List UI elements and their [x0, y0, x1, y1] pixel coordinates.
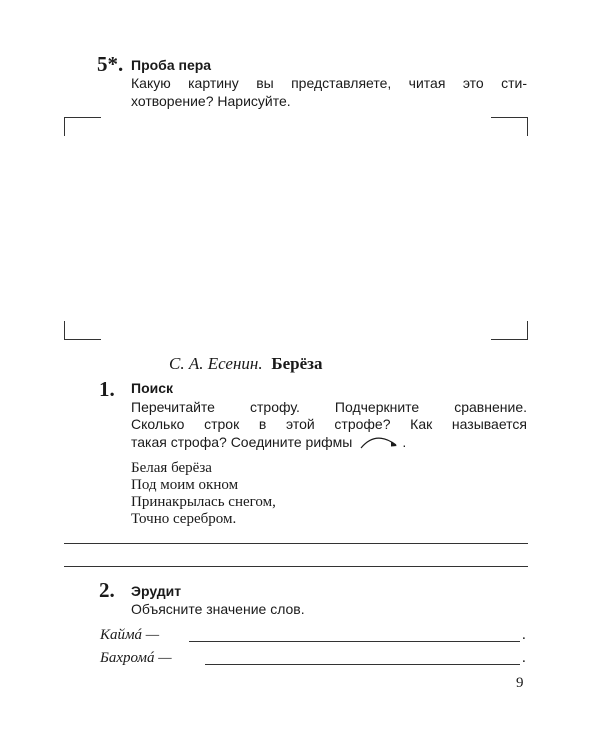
- frame-corner-top-right: [491, 117, 528, 136]
- poem-line: Точно серебром.: [131, 511, 237, 527]
- task-1-number: 1.: [99, 377, 115, 401]
- task-2-number: 2.: [99, 578, 115, 602]
- task-1-text-line-3-end: .: [402, 434, 407, 450]
- frame-corner-bottom-left: [64, 321, 101, 340]
- vocab-line-1-end: .: [522, 627, 526, 643]
- task-1-text-line-1: Перечитайте строфу. Подчеркните сравнение.: [131, 399, 527, 415]
- task-5-number: 5*.: [97, 52, 124, 76]
- rhyme-arc-icon: [358, 433, 402, 451]
- task-1-text-line-3: [131, 433, 406, 451]
- vocab-answer-line-1[interactable]: [189, 641, 520, 642]
- vocab-word-2: Бахромá —: [100, 650, 172, 666]
- frame-corner-bottom-right: [491, 321, 528, 340]
- poem-title: Берёза: [271, 354, 323, 373]
- page-number: 9: [516, 675, 524, 691]
- vocab-word-1: Каймá —: [100, 627, 160, 643]
- task-5-title: Проба пера: [131, 57, 212, 73]
- task-5-text-line-2: хотворение? Нарисуйте.: [131, 93, 291, 109]
- task-1-title: Поиск: [131, 380, 174, 396]
- task-1-text-line-2: Сколько строк в этой строфе? Как называется: [131, 416, 527, 432]
- task-5-text-line-1: Какую картину вы представляете, читая это сти-: [131, 75, 527, 91]
- poem-line: Белая берёза: [131, 460, 212, 476]
- answer-line-1[interactable]: [64, 543, 528, 544]
- drawing-area[interactable]: [64, 117, 528, 340]
- section-heading: [169, 354, 322, 374]
- task-2-instruction: Объясните значение слов.: [131, 601, 305, 617]
- vocab-line-2-end: .: [522, 650, 526, 666]
- poem-block: [131, 460, 276, 528]
- poem-line: Принакрылась снегом,: [131, 494, 276, 510]
- task-1-text-line-3-label: такая строфа? Соедините рифмы: [131, 434, 353, 450]
- poem-line: Под моим окном: [131, 477, 239, 493]
- poem-author: С. А. Есенин.: [169, 354, 263, 373]
- task-2-title: Эрудит: [131, 583, 182, 599]
- frame-corner-top-left: [64, 117, 101, 136]
- vocab-answer-line-2[interactable]: [205, 664, 520, 665]
- answer-line-2[interactable]: [64, 566, 528, 567]
